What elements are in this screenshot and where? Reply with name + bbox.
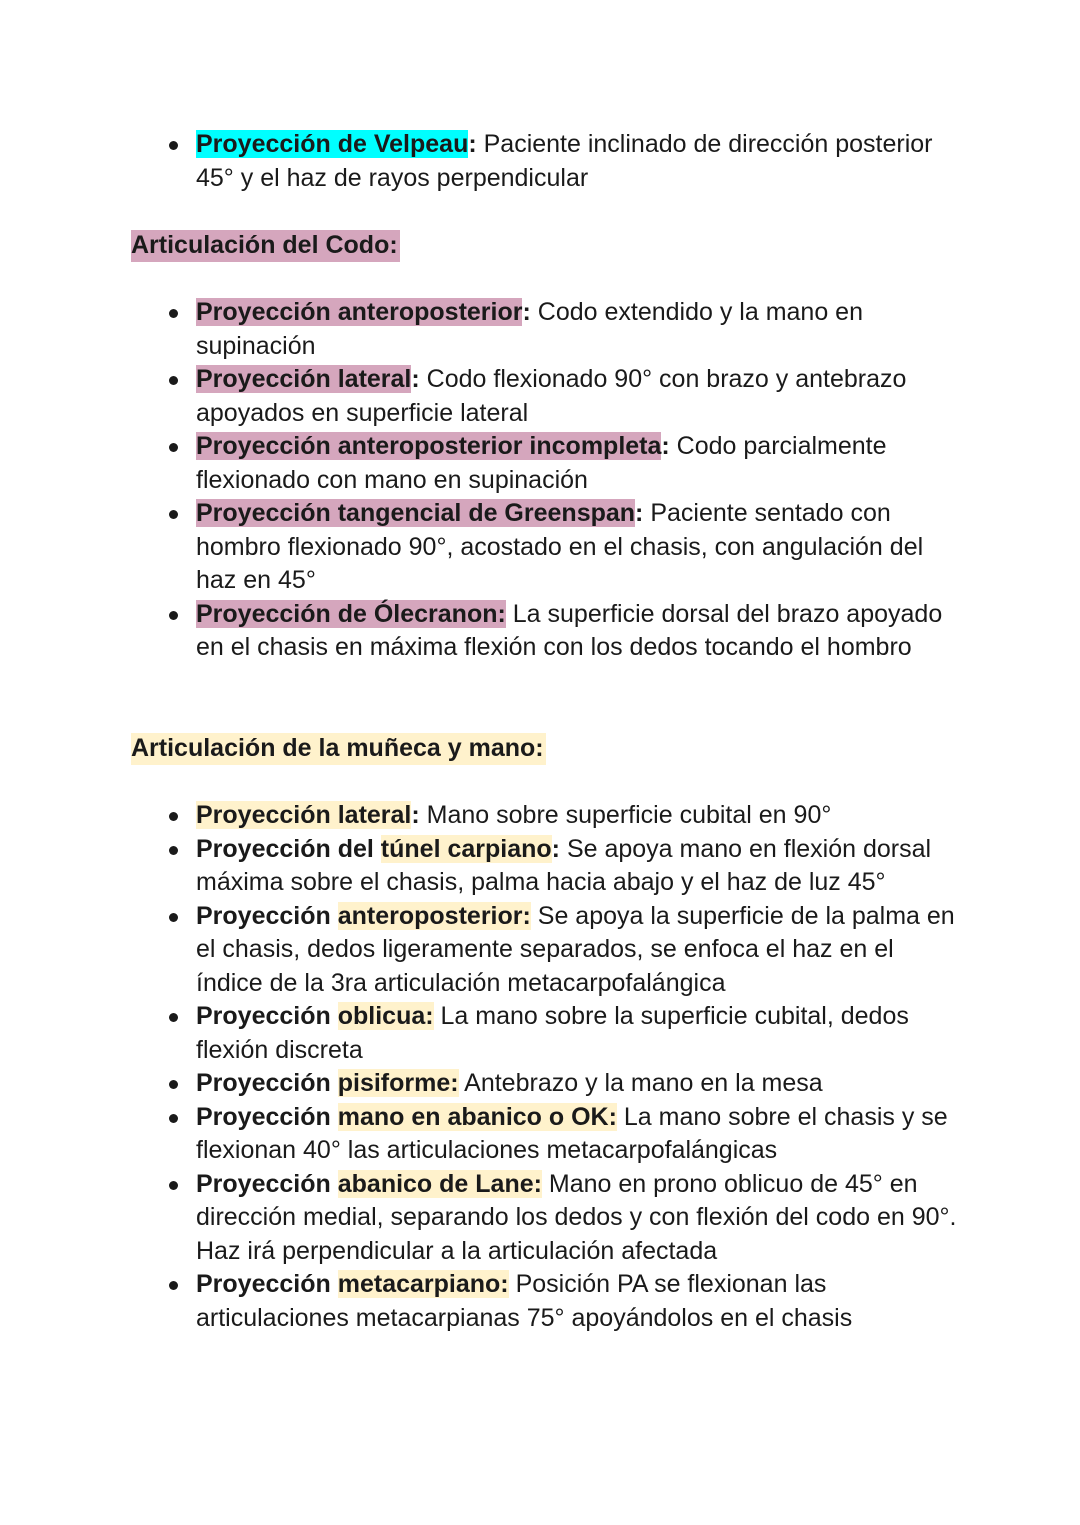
list-item: Proyección lateral: Mano sobre superficie cubital en 90° [131, 799, 961, 833]
list-item: Proyección del túnel carpiano: Se apoya mano en flexión dorsal máxima sobre el chasis, palma hacia abajo y el haz de luz 45° [131, 833, 961, 900]
list-item: Proyección anteroposterior incompleta: Codo parcialmente flexionado con mano en supinación [131, 430, 961, 497]
desc-velpeau: Paciente inclinado de dirección posterior 45° y el haz de rayos perpendicular [196, 130, 933, 192]
list-item-velpeau: Proyección de Velpeau: Paciente inclinado de dirección posterior 45° y el haz de rayos perpendicular [131, 128, 961, 195]
muneca-list [131, 799, 961, 1335]
velpeau-list [131, 128, 961, 195]
list-item: Proyección mano en abanico o OK: La mano sobre el chasis y se flexionan 40° las articulaciones metacarpofalángicas [131, 1101, 961, 1168]
term-velpeau: Proyección de Velpeau [196, 130, 469, 158]
list-item: Proyección oblicua: La mano sobre la superficie cubital, dedos flexión discreta [131, 1000, 961, 1067]
list-item: Proyección metacarpiano: Posición PA se flexionan las articulaciones metacarpianas 75° apoyándolos en el chasis [131, 1268, 961, 1335]
codo-list [131, 296, 961, 665]
heading-codo: Articulación del Codo: [131, 229, 961, 263]
list-item: Proyección tangencial de Greenspan: Paciente sentado con hombro flexionado 90°, acostado en el chasis, con angulación del haz en 45° [131, 497, 961, 598]
list-item: Proyección anteroposterior: Codo extendido y la mano en supinación [131, 296, 961, 363]
list-item: Proyección pisiforme: Antebrazo y la mano en la mesa [131, 1067, 961, 1101]
list-item: Proyección lateral: Codo flexionado 90° con brazo y antebrazo apoyados en superficie lateral [131, 363, 961, 430]
list-item: Proyección de Ólecranon: La superficie dorsal del brazo apoyado en el chasis en máxima flexión con los dedos tocando el hombro [131, 598, 961, 665]
list-item: Proyección anteroposterior: Se apoya la superficie de la palma en el chasis, dedos ligeramente separados, se enfoca el haz en el índice de la 3ra articulación metacarpofalángica [131, 900, 961, 1001]
list-item: Proyección abanico de Lane: Mano en prono oblicuo de 45° en dirección medial, separando los dedos y con flexión del codo en 90°. Haz irá perpendicular a la articulación afectada [131, 1168, 961, 1269]
heading-muneca: Articulación de la muñeca y mano: [131, 732, 961, 766]
